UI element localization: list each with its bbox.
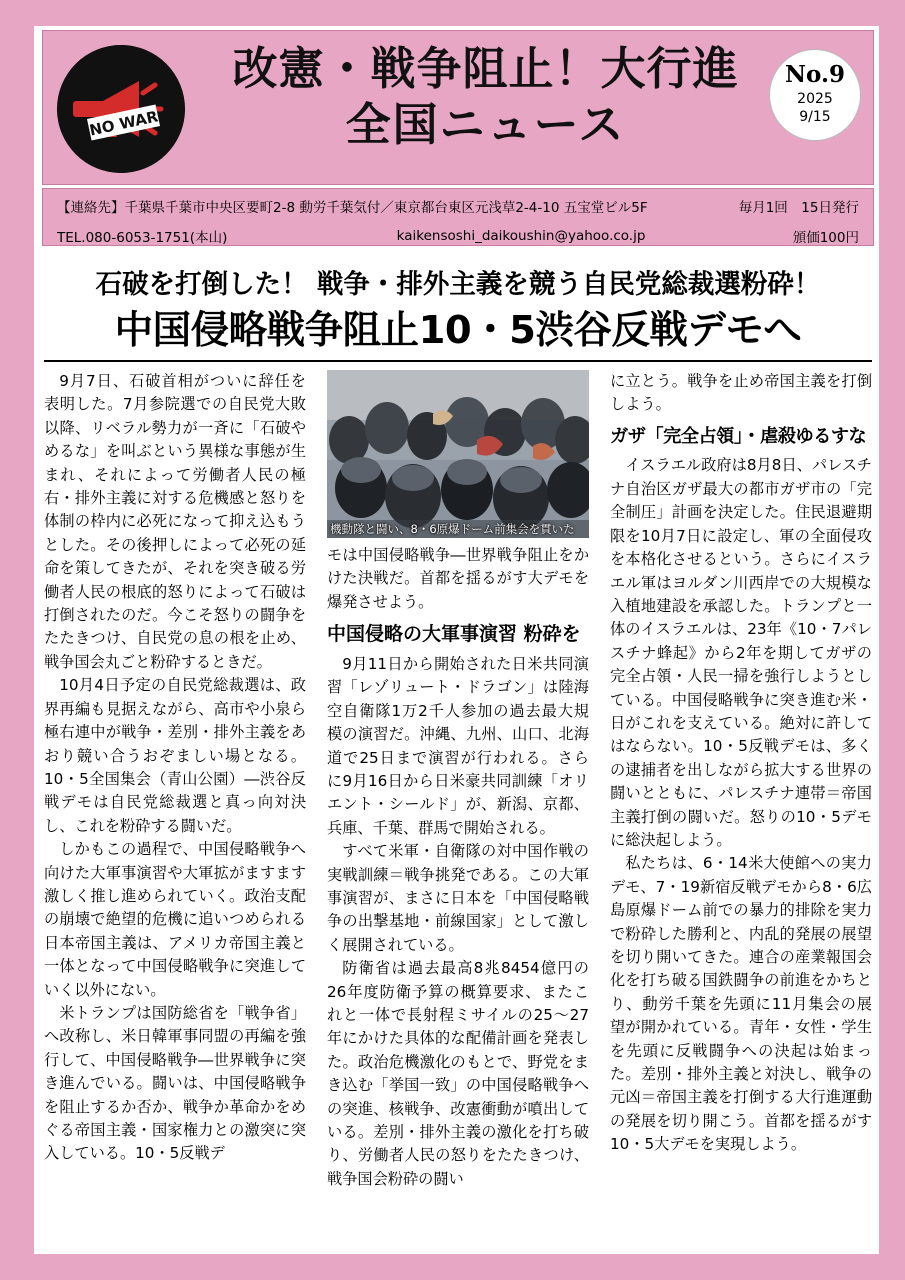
paragraph: 9月11日から開始された日米共同演習「レゾリュート・ドラゴン」は陸海空自衛隊1万2千人参加の過去最大規模の演習だ。沖縄、九州、山口、北海道で25日まで演習が行われる。さらに9月16日から日米豪共同訓練「オリエント・シールド」が、新潟、京都、兵庫、千葉、群馬で開始される。 [327, 654, 589, 837]
contact-row-address [43, 189, 873, 219]
headline-divider [44, 360, 872, 362]
masthead-title [193, 41, 778, 154]
paragraph: 私たちは、6・14米大使館への実力デモ、7・19新宿反戦デモから8・6広島原爆ドーム前での暴力的排除を実力で粉砕した勝利と、内乱的発展の展望を切り開いてきた。連合の産業報国会化を打ち破る国鉄闘争の前進をかちとり、動労千葉を先頭に11月集会の展望が開かれている。青年・女性・学生を先頭に反戦闘争への決起は始まった。差別・排外主義と対決し、戦争の元凶＝帝国主義を打倒する大行進運動の発展を切り開こう。首都を揺るがす10・5大デモを実現しよう。 [610, 854, 872, 1154]
section-subheading: ガザ「完全占領」・虐殺ゆるすな [610, 425, 867, 447]
masthead-title-line2: 全国ニュース [345, 98, 626, 152]
page-border-left [0, 0, 34, 1280]
issue-number: No.9 [785, 61, 845, 88]
masthead [42, 30, 874, 185]
paragraph: 10月4日予定の自民党総裁選は、政界再編も見据えながら、高市や小泉ら極右連中が戦争・差別・排外主義をあおり競い合うおぞましい場となる。10・5全国集会（青山公園）―渋谷反戦デモは自民党総裁選と真っ向対決し、これを粉砕する闘いだ。 [44, 676, 306, 835]
paragraph: しかもこの過程で、中国侵略戦争へ向けた大軍事演習や大軍拡がますます激しく推し進められていく。政治支配の崩壊で絶望的危機に追いつめられる日本帝国主義は、アメリカ帝国主義と一体となって中国侵略戦争に突進していく以外にない。 [44, 840, 306, 999]
page-border-inner-gap [34, 26, 42, 1254]
issue-badge [769, 49, 861, 141]
megaphone-icon [57, 45, 185, 173]
logo-text: NO WAR [87, 107, 160, 140]
photo-graphic [327, 370, 589, 538]
no-war-logo [57, 45, 185, 173]
paragraph: モは中国侵略戦争―世界戦争阻止をかけた決戦だ。首都を揺るがす大デモを爆発させよう。 [327, 546, 589, 611]
section-subheading: 中国侵略の大軍事演習 粉砕を [327, 623, 581, 646]
article-body [44, 370, 872, 1240]
paragraph: に立とう。戦争を止め帝国主義を打倒しよう。 [610, 372, 872, 414]
contact-address: 【連絡先】千葉県千葉市中央区要町2-8 動労千葉気付／東京都台東区元浅草2-4-10 五宝堂ビル5F [57, 199, 648, 216]
contact-frequency: 毎月1回 15日発行 [738, 199, 859, 216]
paragraph: 9月7日、石破首相がついに辞任を表明した。7月参院選での自民党大敗以降、リベラル勢力が一斉に「石破やめるな」を叫ぶという異様な事態が生まれ、それによって労働者人民の極右・排外主義に対する危機感と怒りを体制の枠内に必死になって抑え込もうとした。その後押しによって必死の延命を策してきたが、それを突き破る労働者人民の根底的怒りによって石破は打倒されたのだ。今こそ怒りの闘争をたたきつけ、自民党の息の根を止め、戦争国会丸ごと粉砕するときだ。 [44, 372, 306, 671]
contact-email[interactable]: kaikensoshi_daikoushin@yahoo.co.jp [396, 227, 646, 244]
contact-bar [42, 188, 874, 246]
paragraph: 米トランプは国防総省を「戦争省」へ改称し、米日韓軍事同盟の再編を強行して、中国侵略戦争―世界戦争に突き進んでいる。闘いは、中国侵略戦争を阻止するか否か、戦争か革命かをめぐる帝国主義・国家権力との激突に突入している。10・5反戦デ [44, 1003, 306, 1163]
article-photo [327, 370, 589, 538]
masthead-title-line1: 改憲・戦争阻止！大行進 [232, 42, 739, 95]
paragraph: すべて米軍・自衛隊の対中国作戦の実戦訓練＝戦争挑発である。この大軍事演習が、まさに日本を「中国侵略戦争の出撃基地・前線国家」として激しく展開されている。 [327, 842, 589, 954]
issue-year: 2025 [797, 91, 833, 107]
contact-tel: TEL.080-6053-1751(本山) [57, 229, 228, 246]
column-2 [327, 370, 589, 1191]
paragraph: 防衛省は過去最高8兆8454億円の26年度防衛予算の概算要求、またこれと一体で長射程ミサイルの25～27年にかけた具体的な配備計画を発表した。政治危機激化のもとで、野党をまき込む「挙国一致」の中国侵略戦争への突進、核戦争、改憲衝動が噴出している。差別・排外主義の激化を打ち破り、労働者人民の怒りをたたきつけ、戦争国会粉砕の闘い [327, 959, 589, 1188]
contact-row-tel [43, 219, 873, 249]
contact-price: 頒価100円 [792, 229, 859, 246]
page-title: 中国侵略戦争阻止10・5渋谷反戦デモへ [114, 308, 802, 353]
paragraph: イスラエル政府は8月8日、パレスチナ自治区ガザ最大の都市ガザ市の「完全制圧」計画を決定した。住民退避期限を10月7日に設定し、軍の全面侵攻を本格化させるという。さらにイスラエル軍はヨルダン川西岸での大規模な入植地建設を承認した。トランプと一体のイスラエルは、23年《10・7パレスチナ蜂起》から2年を期してガザの完全占領・人民一掃を強行しようとしている。中国侵略戦争に突き進む米・日がこれを支えている。絶対に許してはならない。10・5反戦デモは、多くの逮捕者を出しながら拡大する世界の闘いとともに、パレスチナ連帯＝帝国主義打倒の闘いだ。怒りの10・5デモに総決起しよう。 [610, 456, 872, 849]
headline-kicker: 石破を打倒した！ 戦争・排外主義を競う自民党総裁選粉砕！ [95, 269, 821, 300]
column-3 [610, 370, 872, 1157]
issue-date: 9/15 [799, 109, 831, 126]
page-border-right [879, 0, 905, 1280]
page-border-top [0, 0, 905, 26]
column-1 [44, 370, 306, 1166]
photo-caption: 機動隊と闘い、8・6原爆ドーム前集会を貫いた [330, 521, 575, 536]
page-border-bottom [0, 1254, 905, 1280]
